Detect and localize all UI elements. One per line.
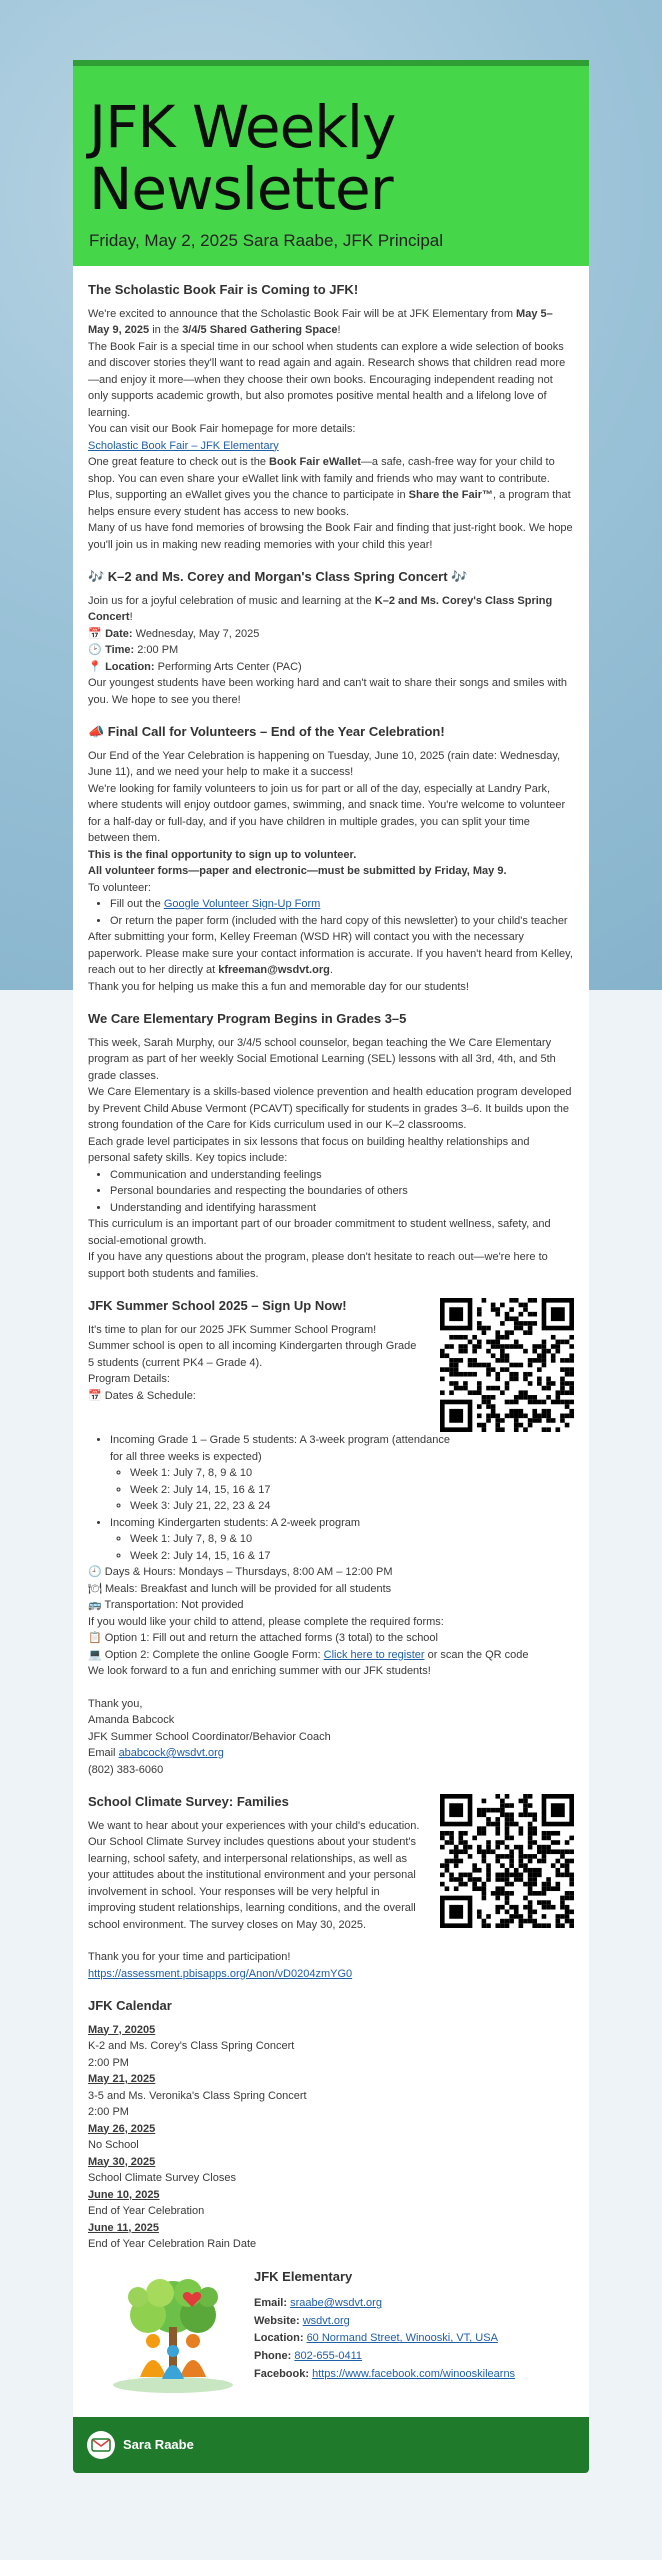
list-item: • Incoming Kindergarten students: A 2-week program ◦ Week 1: July 7, 8, 9 & 10 ◦ Week 2: July 14, 15, 16 & 17 xyxy=(110,1515,450,1565)
list-item: • Fill out the Google Volunteer Sign-Up Form xyxy=(110,896,574,913)
concert-closing: Our youngest students have been working hard and can't wait to share their songs and smiles with you. We hope to see you there! xyxy=(88,677,568,706)
volunteers-intro: Our End of the Year Celebration is happening on Tuesday, June 10, 2025 (rain date: Wednesday, June 11), and we need your help to make it a success! xyxy=(88,749,561,778)
newsletter-content xyxy=(73,266,589,2417)
location-icon: 📍 xyxy=(88,660,102,673)
summer-hours: 🕘 Days & Hours: Mondays – Thursdays, 8:00 AM – 12:00 PM xyxy=(88,1566,393,1578)
wecare-topics-intro: Each grade level participates in six lessons that focus on building healthy relationships and personal safety skills. Key topics include: xyxy=(88,1135,530,1164)
summer-thanks: Thank you, xyxy=(88,1697,143,1710)
calendar-event xyxy=(88,2220,574,2253)
list-item: ◦ Week 3: July 21, 22, 23 & 24 xyxy=(130,1498,450,1515)
calendar-event xyxy=(88,2187,574,2220)
volunteers-contact: After submitting your form, Kelley Freeman (WSD HR) will contact you with the necessary paperwork. Please make sure your contact information is accurate. If you haven't heard from Kelley, reach out to her directly at kfreeman@wsdvt.org. xyxy=(88,931,573,976)
newsletter xyxy=(73,60,589,2473)
calendar-section xyxy=(88,1996,574,2253)
wecare-body: We Care Elementary is a skills-based violence prevention and health education program developed by Prevent Child Abuse Vermont (PCAVT) specifically for students in grades 3–6. It builds upon the strong foundation of the Care for Kids curriculum used in our K–2 classrooms. xyxy=(88,1086,572,1131)
volunteers-thanks: Thank you for helping us make this a fun and memorable day for our students! xyxy=(88,980,469,993)
bookfair-heading: The Scholastic Book Fair is Coming to JFK! xyxy=(88,282,359,297)
summer-grade-list xyxy=(110,1432,450,1564)
calendar-icon: 📅 xyxy=(88,627,102,640)
footer-author: Sara Raabe xyxy=(123,2436,194,2452)
volunteer-options xyxy=(110,896,574,929)
org-website-link[interactable]: wsdvt.org xyxy=(302,2314,350,2327)
summer-contact-role: JFK Summer School Coordinator/Behavior Coach xyxy=(88,1730,331,1743)
summer-qr-code[interactable] xyxy=(440,1298,574,1432)
org-info xyxy=(88,2267,574,2407)
summer-section xyxy=(88,1296,574,1778)
newsletter-header xyxy=(73,60,589,266)
wecare-intro: This week, Sarah Murphy, our 3/4/5 school counselor, began teaching the We Care Elementary program as part of her weekly Social Emotional Learning (SEL) lessons with all 3rd, 4th, and 5th grade classes. xyxy=(88,1036,556,1082)
summer-register-link[interactable]: Click here to register xyxy=(323,1648,425,1661)
concert-section xyxy=(88,567,574,708)
footer-bar xyxy=(73,2417,589,2473)
event-date: June 11, 2025 xyxy=(88,2221,159,2234)
mail-icon xyxy=(91,2437,111,2453)
summer-contact-phone: (802) 383-6060 xyxy=(88,1763,164,1776)
wecare-closing: If you have any questions about the program, please don't hesitate to reach out—we're here to support both students and families. xyxy=(88,1251,548,1280)
org-facebook-link[interactable]: https://www.facebook.com/winooskilearns xyxy=(312,2367,516,2380)
summer-intro: It's time to plan for our 2025 JFK Summer School Program! xyxy=(88,1323,377,1336)
volunteers-heading: 📣 Final Call for Volunteers – End of the Year Celebration! xyxy=(88,724,445,739)
bookfair-link[interactable]: Scholastic Book Fair – JFK Elementary xyxy=(88,439,279,452)
bookfair-closing: Many of us have fond memories of browsing the Book Fair and finding that just-right book. We hope you'll join us in making new reading memories with your child this year! xyxy=(88,522,573,551)
event-line: End of Year Celebration xyxy=(88,2205,205,2217)
list-item: ◦ Week 1: July 7, 8, 9 & 10 xyxy=(130,1531,450,1548)
org-name: JFK Elementary xyxy=(254,2268,353,2284)
volunteers-deadline: All volunteer forms—paper and electronic—must be submitted by Friday, May 9. xyxy=(88,865,507,877)
summer-email-link[interactable]: ababcock@wsdvt.org xyxy=(118,1747,224,1759)
event-line: School Climate Survey Closes xyxy=(88,2172,236,2184)
list-item: ◦ Week 2: July 14, 15, 16 & 17 xyxy=(130,1548,450,1565)
bookfair-ewallet: One great feature to check out is the Book Fair eWallet—a safe, cash-free way for your child to shop. You can even share your eWallet link with family and friends who may want to contribute. Plus, supporting an eWallet gives you the chance to participate in Share the Fair™, a program that helps ensure every student has access to new books. xyxy=(88,456,571,518)
newsletter-subtitle: Friday, May 2, 2025 Sara Raabe, JFK Principal xyxy=(89,231,444,250)
summer-closing: We look forward to a fun and enriching summer with our JFK students! xyxy=(88,1665,431,1677)
summer-forms-intro: If you would like your child to attend, please complete the required forms: xyxy=(88,1615,444,1628)
concert-time: 🕑 Time: 2:00 PM xyxy=(88,642,574,659)
clock-icon: 🕑 xyxy=(88,644,102,656)
event-line: 2:00 PM xyxy=(88,2106,129,2118)
calendar-event xyxy=(88,2121,574,2154)
survey-heading: School Climate Survey: Families xyxy=(88,1794,289,1809)
org-phone: Phone: 802-655-0411 xyxy=(254,2350,363,2363)
calendar-event xyxy=(88,2071,574,2121)
event-date: May 30, 2025 xyxy=(88,2155,156,2168)
org-facebook: Facebook: https://www.facebook.com/winooskilearns xyxy=(254,2367,516,2380)
event-line: 2:00 PM xyxy=(88,2056,129,2069)
summer-transport: 🚌 Transportation: Not provided xyxy=(88,1599,244,1611)
survey-body: We want to hear about your experiences with your child's education. Our School Climate Survey includes questions about your student's learning, school safety, and interpersonal relationships, as well as your attitudes about the institutional environment and your personal involvement in school. Your responses will be very helpful in improving student relationships, learning conditions, and the overall school environment. The survey closes on May 30, 2025. xyxy=(88,1819,420,1931)
event-date: June 10, 2025 xyxy=(88,2188,160,2201)
event-line: End of Year Celebration Rain Date xyxy=(88,2238,257,2250)
qr-icon xyxy=(440,1794,574,1928)
summer-eligibility: Summer school is open to all incoming Kindergarten through Grade 5 students (current PK4 – Grade 4). xyxy=(88,1340,417,1369)
survey-thanks: Thank you for your time and participation! xyxy=(88,1951,291,1963)
concert-intro: Join us for a joyful celebration of music and learning at the K–2 and Ms. Corey's Class Spring Concert! xyxy=(88,594,553,623)
event-date: May 7, 20205 xyxy=(88,2023,156,2036)
org-location: Location: 60 Normand Street, Winooski, VT, USA xyxy=(254,2332,498,2345)
list-item: ◦ Week 2: July 14, 15, 16 & 17 xyxy=(130,1482,450,1499)
calendar-event xyxy=(88,2154,574,2187)
list-item: • Incoming Grade 1 – Grade 5 students: A 3-week program (attendance for all three weeks is expected) ◦ Week 1: July 7, 8, 9 & 10 ◦ Week 2: July 14, 15, 16 & 17 ◦ Week 3: July 21, 22, 23 & 24 xyxy=(110,1432,450,1515)
bookfair-body: The Book Fair is a special time in our school when students can explore a wide selection of books and discover stories they'll want to read again and again. Research shows that children read more—and enjoy it more—when they choose their own books. Encouraging independent reading not only supports academic growth, but also promotes positive mental health and a lifelong love of learning. xyxy=(88,340,566,419)
org-email: Email: sraabe@wsdvt.org xyxy=(254,2297,382,2310)
list-item: • Personal boundaries and respecting the boundaries of others xyxy=(110,1183,574,1200)
org-website: Website: wsdvt.org xyxy=(254,2314,350,2327)
list-item: • Or return the paper form (included with the hard copy of this newsletter) to your child's teacher xyxy=(110,913,574,930)
concert-date: 📅 Date: Wednesday, May 7, 2025 xyxy=(88,626,574,643)
volunteers-section xyxy=(88,722,574,995)
list-item: • Understanding and identifying harassment xyxy=(110,1200,574,1217)
event-date: May 26, 2025 xyxy=(88,2122,156,2135)
wecare-section xyxy=(88,1009,574,1282)
summer-details-label: Program Details: xyxy=(88,1373,170,1385)
event-date: May 21, 2025 xyxy=(88,2073,156,2085)
survey-section xyxy=(88,1792,574,1982)
qr-icon xyxy=(440,1298,574,1432)
wecare-commitment: This curriculum is an important part of our broader commitment to student wellness, safety, and social-emotional growth. xyxy=(88,1218,551,1247)
event-line: No School xyxy=(88,2139,139,2151)
org-location-link[interactable]: 60 Normand Street, Winooski, VT, USA xyxy=(306,2332,498,2345)
bookfair-intro: We're excited to announce that the Scholastic Book Fair will be at JFK Elementary from May 5–May 9, 2025 in the 3/4/5 Shared Gathering Space! xyxy=(88,307,553,336)
bookfair-homepage-text: You can visit our Book Fair homepage for more details: xyxy=(88,423,356,435)
org-email-link[interactable]: sraabe@wsdvt.org xyxy=(290,2297,382,2310)
volunteer-form-link[interactable]: Google Volunteer Sign-Up Form xyxy=(163,898,321,910)
concert-location: 📍 Location: Performing Arts Center (PAC) xyxy=(88,659,574,676)
volunteers-body: We're looking for family volunteers to join us for part or all of the day, especially at Landry Park, where students will enjoy outdoor games, swimming, and snack time. You're welcome to volunteer for a half-day or full-day, and if you have children in multiple grades, you can split your time between them. xyxy=(88,782,566,844)
summer-contact-email: Email ababcock@wsdvt.org xyxy=(88,1747,224,1759)
summer-contact-name: Amanda Babcock xyxy=(88,1714,175,1726)
summer-option-1: 📋 Option 1: Fill out and return the attached forms (3 total) to the school xyxy=(88,1632,438,1644)
newsletter-title: JFK Weekly Newsletter xyxy=(89,93,396,223)
wecare-topics xyxy=(110,1167,574,1217)
event-line: K-2 and Ms. Corey's Class Spring Concert xyxy=(88,2040,295,2052)
survey-link[interactable]: https://assessment.pbisapps.org/Anon/vD0204zmYG0 xyxy=(88,1967,353,1980)
calendar-event xyxy=(88,2022,574,2072)
bookfair-section xyxy=(88,280,574,553)
volunteers-how: To volunteer: xyxy=(88,881,151,894)
school-logo-icon xyxy=(98,2267,248,2397)
summer-dates-label: 📅 Dates & Schedule: xyxy=(88,1389,196,1402)
org-phone-link[interactable]: 802-655-0411 xyxy=(294,2350,363,2363)
avatar[interactable] xyxy=(87,2431,115,2459)
calendar-heading: JFK Calendar xyxy=(88,1998,172,2013)
event-line: 3-5 and Ms. Veronika's Class Spring Concert xyxy=(88,2089,307,2102)
summer-heading: JFK Summer School 2025 – Sign Up Now! xyxy=(88,1298,347,1313)
list-item: ◦ Week 1: July 7, 8, 9 & 10 xyxy=(130,1465,450,1482)
list-item: • Communication and understanding feelings xyxy=(110,1167,574,1184)
volunteers-final-call: This is the final opportunity to sign up to volunteer. xyxy=(88,848,357,861)
summer-meals: 🍽 Meals: Breakfast and lunch will be provided for all students xyxy=(88,1582,392,1595)
concert-heading: 🎶 K–2 and Ms. Corey and Morgan's Class Spring Concert 🎶 xyxy=(88,569,468,584)
wecare-heading: We Care Elementary Program Begins in Grades 3–5 xyxy=(88,1011,407,1026)
survey-qr-code[interactable] xyxy=(440,1794,574,1928)
summer-option-2: 💻 Option 2: Complete the online Google Form: Click here to register or scan the QR code xyxy=(88,1648,529,1661)
